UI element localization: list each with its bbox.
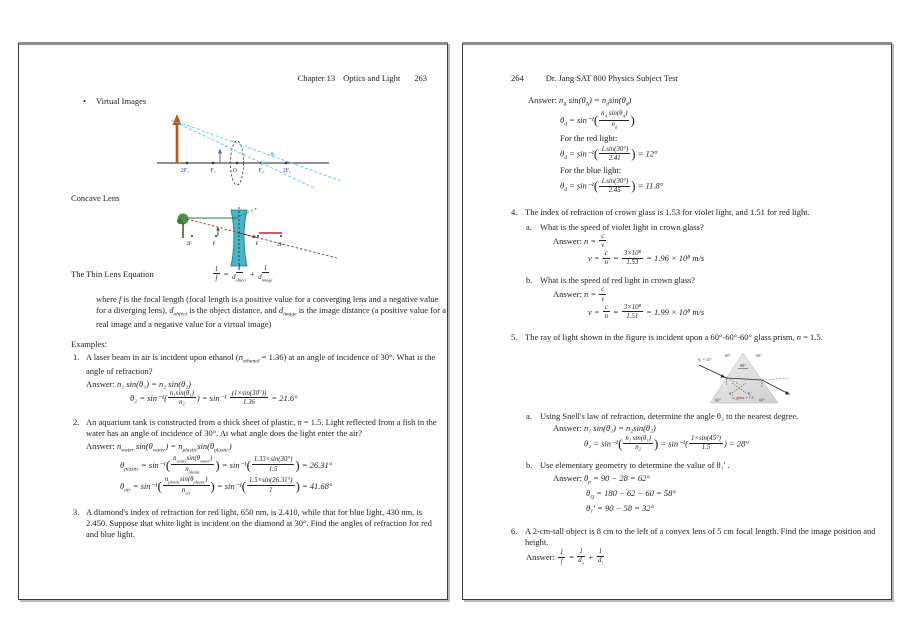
problem-4 (463, 207, 891, 321)
right-page-number: 264 (511, 73, 524, 83)
problem-4b-question: What is the speed of red light in crown glass? (540, 275, 696, 286)
concave-lens-diagram-svg (169, 206, 339, 274)
concave-lens-heading: Concave Lens (71, 193, 120, 204)
example-1-number: 1. (73, 352, 80, 363)
bullet-icon: • (83, 96, 86, 107)
label-f-right: F (255, 240, 259, 247)
problem-5a-question: Using Snell's law of refraction, determine the angle θ₂ to the nearest degree. (540, 411, 799, 422)
label-2f-right: 2F (277, 241, 283, 248)
problem-4a-answer-line-2: v = $\frac{c}{n}$ = $\frac{\text{3×10⁸}}{1.53}$ = 1.96 × 10⁸ m/s (588, 249, 705, 267)
example-3-text: A diamond's index of refraction for red light, 650 nm, is 2.410, while that for blue light, 430 nm, is 2.450. Suppose that white light is incident on the diamond at 30°. Find the angles of refraction for red and blue light. (86, 506, 432, 539)
example-2-answer-line-2: $\theta_{plastic} = \sin^{-1}$( $\frac{n_{water}\sin(\theta_{water})}{n_{plastic}}$ ) = sin⁻¹( $\frac{1.33\times\sin(30^\circ)}{1.5}$ ) = 26.31° (120, 454, 333, 474)
problem-5b-answer-line-3: θ₁′ = 90 − 58 = 32° (586, 502, 654, 513)
book-title: Dr. Jang SAT 800 Physics Subject Test (545, 73, 678, 83)
problem-4b (526, 275, 877, 321)
page-right (462, 42, 892, 600)
label-2f1: 2F₁ (180, 168, 190, 175)
left-page-number: 263 (414, 73, 427, 83)
label-2f-left: 2F (186, 240, 192, 247)
problem-4-text: The index of refraction of crown glass is 1.53 for violet light, and 1.51 for red light. (525, 207, 810, 218)
prism-bottom-left-angle: 60° (715, 397, 721, 403)
example-2-text: An aquarium tank is constructed from a thick sheet of plastic, n = 1.5. Light reflected from a fish in the water has an angle of incidence of 30°. At what angle does the light enter the air? (86, 417, 437, 439)
label-f1: F₁ (210, 168, 216, 175)
problem-6-text: A 2-cm-tall object is 8 cm to the left of a convex lens of 5 cm focal length. Find the image position and height. (525, 525, 876, 548)
problem-4-number: 4. (511, 207, 518, 218)
problem-5b-answer-line-2: $\theta_Q = 180 - 62 - 60 = 58^\circ$ (586, 487, 676, 501)
chapter-title: Optics and Light (343, 73, 401, 83)
answer-line: Answer: $n_A$ $\sin(\theta_A) = n_d\sin(\theta_d)$ (528, 95, 632, 108)
label-f-left: F (212, 240, 216, 247)
prism-diagram (665, 348, 877, 408)
convex-lens-diagram-svg (151, 109, 356, 193)
convex-lens-virtual-image-diagram (151, 109, 447, 193)
problem-4a-letter: a. (526, 221, 532, 232)
label-2f2: 2F₂ (282, 168, 292, 175)
right-page-header (511, 73, 891, 84)
answer-line: $\theta_d = \sin^{-1}$( $\frac{1.\sin(30^\circ)}{2.45}$ ) = 11.8° (560, 177, 664, 194)
example-1 (19, 352, 447, 407)
problem-5b-letter: b. (526, 460, 533, 471)
example-3 (19, 507, 447, 541)
problem-4a-answer-line-1: Answer: n = $\frac{c}{v}$ (553, 232, 605, 249)
answer-line: $\theta_d = \sin^{-1}$( $\frac{1.\sin(30^\circ)}{2.41}$ ) = 12° (560, 145, 658, 162)
example-2-answer-line-3: $\theta_{air} = \sin^{-1}$( $\frac{n_{plastic}\sin(\theta_{plastic})}{n_{air}}$ ) = sin⁻¹( $\frac{1.5\times\sin(26.31^\circ)}{1}$ ) = 41.68° (120, 475, 333, 495)
red-light-label: For the red light: (560, 133, 618, 144)
problem-6 (463, 526, 891, 568)
theta1-prime-label: θ₁′ (747, 391, 753, 397)
thin-lens-formula: $\frac{1}{f}$ = $\frac{1}{d_{object}}$ + $\frac{1}{d_{image}}$ (214, 264, 273, 283)
theta2-label: θ₂ (729, 391, 733, 397)
prism-diagram-svg (665, 348, 795, 408)
virtual-images-label: Virtual Images (95, 96, 147, 107)
problem-6-answer: Answer: $\frac{1}{f}$ = $\frac{1}{d_o}$ + $\frac{1}{d_i}$ (526, 548, 603, 566)
concave-lens-diagram (169, 206, 447, 274)
example-1-text: A laser beam in air is incident upon ethanol $(n_{ethanol} = 1.36)$ at an angle of incidence of 30°. What is the angle of refraction? (86, 352, 436, 377)
prism-top-left-angle: 60° (725, 353, 731, 359)
problem-4a (526, 222, 877, 268)
thin-lens-explanation: where f is the focal length (focal length is a positive value for a converging lens and a negative value for a diverging lens), $d_{object}$ is the object distance, and $d_{image}$ is the image distance (a positive value for a real image and a negative value for a virtual image) (96, 293, 446, 329)
label-o: O (232, 168, 238, 175)
chapter-label: Chapter 13 (297, 73, 336, 83)
problem-3-answer-block (463, 95, 891, 195)
problem-5a-answer-line-1: Answer: n₁ sin(θ₁) = n₂sin(θ₂) (553, 423, 656, 434)
examples-heading: Examples: (71, 339, 107, 350)
problem-4b-letter: b. (526, 275, 533, 286)
virtual-images-bullet (83, 96, 447, 107)
problem-5a-letter: a. (526, 411, 532, 422)
example-1-answer-line-1: Answer: n₁ sin(θ₁) = n₂ sin(θ₂) (86, 378, 192, 389)
thin-lens-row (19, 266, 447, 284)
thin-lens-heading: The Thin Lens Equation (71, 269, 154, 280)
blue-light-label: For the blue light: (560, 165, 622, 176)
example-2-number: 2. (73, 417, 80, 428)
example-2 (19, 417, 447, 496)
example-3-number: 3. (73, 506, 80, 517)
problem-5b (526, 460, 877, 513)
problem-4b-answer-line-2: v = $\frac{c}{n}$ = $\frac{\text{3×10⁸}}{1.51}$ = 1.99 × 10⁸ m/s (588, 303, 705, 320)
problem-6-number: 6. (511, 525, 518, 536)
problem-4a-question: What is the speed of violet light in crown glass? (540, 221, 704, 232)
prism-bottom-right-angle: 60° (759, 397, 765, 403)
problem-5b-answer-line-1: Answer: $\theta_p = 90 - 28 = 62^\circ$ (553, 472, 650, 486)
problem-5 (463, 332, 891, 514)
problem-5a (526, 411, 877, 452)
left-page-header (19, 73, 427, 84)
problem-5a-answer-line-2: θ₂ = sin⁻¹( $\frac{\text{n₁ sin(θ₁)}}{\text{n₂}}$ ) = sin⁻¹( $\frac{1\times\sin(45^\circ)}{1.5}$ ) = 28° (584, 435, 749, 452)
page-left (18, 42, 448, 600)
problem-5-number: 5. (511, 331, 518, 342)
prism-apex-angle: 60° (740, 363, 746, 369)
example-2-answer-line-1: Answer: $n_{water}$ $\sin(\theta_{water}) = n_{plastic}\sin(\theta_{plastic})$ (86, 440, 232, 454)
problem-4b-answer-line-1: Answer: n = $\frac{c}{v}$ (553, 286, 605, 303)
prism-top-right-angle: 60° (756, 353, 762, 359)
answer-line: $\theta_d = \sin^{-1}$( $\frac{n_A \sin(\theta_A)}{n_d}$ ) (560, 110, 635, 130)
refraction-index-label: n_glass = 1.5 (732, 395, 754, 401)
problem-5b-question: Use elementary geometry to determine the value of θ₁′ . (540, 460, 730, 471)
label-f2: F₂ (258, 168, 264, 175)
incident-angle-label: θ₁ = 45° (698, 357, 712, 363)
example-1-answer-line-2: θ₂ = sin⁻¹( $\frac{\text{n₁sin(θ₁)}}{\text{n₂}}$ ) = sin⁻¹ $\frac{(1\times\sin(30^\circ))}{1.36}$ = 21.6° (130, 389, 298, 406)
extended-ray (239, 233, 337, 258)
problem-5-text: The ray of light shown in the figure is incident upon a 60°-60°-60° glass prism, n = 1.5. (525, 331, 823, 342)
light-ray-1 (171, 120, 316, 189)
